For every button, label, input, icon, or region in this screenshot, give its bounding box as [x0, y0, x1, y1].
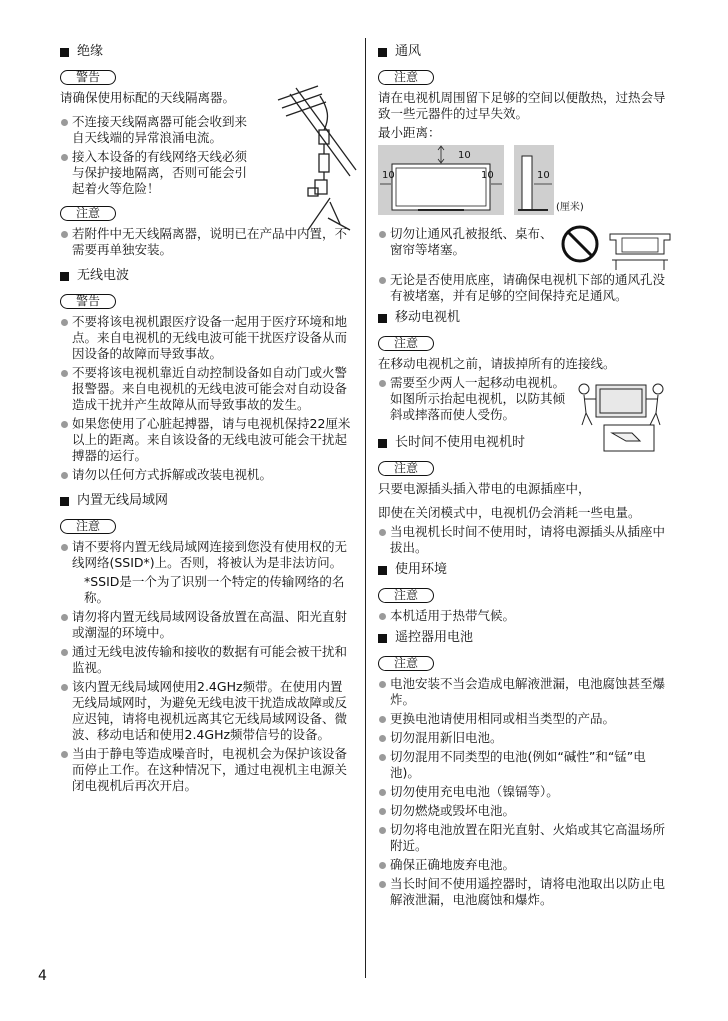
- list-item: 本机适用于热带气候。: [378, 608, 672, 624]
- list-item: 不要将该电视机跟医疗设备一起用于医疗环境和地点。来自电视机的无线电波可能干扰医疗设备从而因设备的故障而导致事故。: [60, 314, 352, 362]
- list-item: 切勿混用不同类型的电池(例如“碱性”和“锰”电池)。: [378, 749, 672, 781]
- list-item: 请勿以任何方式拆解或改装电视机。: [60, 467, 352, 483]
- list-item: 切勿混用新旧电池。: [378, 730, 672, 746]
- list-item: 该内置无线局域网使用2.4GHz频带。在使用内置无线局域网时，为避免无线电波干扰造成故障或反应迟钝，请将电视机远离其它无线局域网设备、微波、移动电话和使用2.4GHz频带信号的设备。: [60, 679, 352, 743]
- list-item: 确保正确地废弃电池。: [378, 857, 672, 873]
- intro-text: 请在电视机周围留下足够的空间以便散热，过热会导致一些元器件的过早失效。: [378, 90, 666, 121]
- item-list: [60, 609, 352, 794]
- list-item: 切勿让通风孔被报纸、桌布、窗帘等堵塞。: [378, 226, 560, 258]
- caution-label: 注意: [378, 70, 434, 85]
- bullet-square-icon: [60, 48, 69, 57]
- prohibited-cover-illustration-icon: [560, 220, 672, 272]
- section-moving-tv: [378, 310, 672, 423]
- two-person-carry-illustration-icon: [574, 379, 668, 453]
- list-item: 电池安装不当会造成电解液泄漏，电池腐蚀甚至爆炸。: [378, 676, 672, 708]
- warning-label: 警告: [60, 294, 116, 309]
- item-list: [378, 676, 672, 908]
- section-title: 通风: [395, 44, 422, 59]
- caution-label: 注意: [378, 588, 434, 603]
- column-divider: [365, 38, 366, 978]
- caution-label: 注意: [60, 206, 116, 221]
- bullet-square-icon: [378, 48, 387, 57]
- section-title: 无线电波: [77, 268, 130, 283]
- intro-text: 即使在关闭模式中，电视机仍会消耗一些电量。: [378, 505, 641, 520]
- list-item: 需要至少两人一起移动电视机。如图所示抬起电视机，以防其倾斜或摔落而使人受伤。: [378, 375, 574, 423]
- caution-label: 注意: [378, 656, 434, 671]
- list-item: 当长时间不使用遥控器时，请将电池取出以防止电解液泄漏，电池腐蚀和爆炸。: [378, 876, 672, 908]
- section-title: 遥控器用电池: [395, 630, 474, 645]
- ventilation-clearance-diagram: [378, 144, 672, 216]
- item-list: [60, 314, 352, 483]
- item-list: [378, 608, 672, 624]
- list-item: 当电视机长时间不使用时，请将电源插头从插座中拔出。: [378, 524, 672, 556]
- list-item: 请不要将内置无线局域网连接到您没有使用权的无线网络(SSID*)上。否则，将被认为是非法访问。: [60, 539, 352, 571]
- bullet-square-icon: [60, 497, 69, 506]
- list-item: 切勿使用充电电池（镍镉等）。: [378, 784, 672, 800]
- section-title: 移动电视机: [395, 310, 461, 325]
- intro-text: 在移动电视机之前，请拔掉所有的连接线。: [378, 356, 616, 371]
- section-title: 绝缘: [77, 44, 104, 59]
- dim-right-label: 10: [481, 170, 494, 181]
- dim-left-label: 10: [382, 170, 395, 181]
- caution-label: 注意: [378, 336, 434, 351]
- list-item: 若附件中无天线隔离器，说明已在产品中内置，不需要再单独安装。: [60, 226, 352, 258]
- dim-side-label: 10: [537, 170, 550, 181]
- list-item: 更换电池请使用相同或相当类型的产品。: [378, 711, 672, 727]
- list-item: 不连接天线隔离器可能会收到来自天线端的异常浪涌电流。: [60, 114, 258, 146]
- bullet-square-icon: [378, 634, 387, 643]
- section-title: 内置无线局域网: [77, 493, 169, 508]
- list-item: 无论是否使用底座，请确保电视机下部的通风孔没有被堵塞，并有足够的空间保持充足通风。: [378, 272, 672, 304]
- unit-label: (厘米): [556, 202, 584, 213]
- item-list: [60, 539, 352, 571]
- caution-label: 注意: [60, 519, 116, 534]
- list-item: 接入本设备的有线网络天线必须与保护接地隔离，否则可能会引起着火等危险！: [60, 149, 258, 197]
- section-environment: [378, 562, 672, 624]
- list-item: 如果您使用了心脏起搏器，请与电视机保持22厘米以上的距离。来自该设备的无线电波可能会干扰起搏器的运行。: [60, 416, 352, 464]
- section-ventilation: [378, 44, 672, 304]
- section-long-unused: [378, 435, 672, 556]
- item-list: [378, 524, 672, 556]
- bullet-square-icon: [378, 566, 387, 575]
- list-item: 切勿将电池放置在阳光直射、火焰或其它高温场所附近。: [378, 822, 672, 854]
- caution-label: 注意: [378, 461, 434, 476]
- section-remote-batteries: [378, 630, 672, 908]
- item-list: [378, 272, 672, 304]
- warning-label: 警告: [60, 70, 116, 85]
- list-item: 切勿燃烧或毁坏电池。: [378, 803, 672, 819]
- section-title: 长时间不使用电视机时: [395, 435, 526, 450]
- antenna-isolator-illustration-icon: [268, 78, 358, 238]
- bullet-square-icon: [378, 314, 387, 323]
- section-title: 使用环境: [395, 562, 448, 577]
- bullet-square-icon: [60, 272, 69, 281]
- dim-top-label: 10: [458, 150, 471, 161]
- section-insulation: [60, 44, 352, 258]
- intro-text: 请确保使用标配的天线隔离器。: [60, 90, 236, 105]
- section-wireless-lan: [60, 493, 352, 794]
- intro-text: 只要电源插头插入带电的电源插座中，: [378, 481, 591, 496]
- list-item: 通过无线电波传输和接收的数据有可能会被干扰和监视。: [60, 644, 352, 676]
- list-item: 当由于静电等造成噪音时，电视机会为保护该设备而停止工作。在这种情况下，通过电视机主电源关闭电视机后再次开启。: [60, 746, 352, 794]
- bullet-square-icon: [378, 439, 387, 448]
- caution-list: [60, 226, 352, 258]
- left-column: [60, 38, 352, 798]
- section-radio-waves: [60, 268, 352, 483]
- ssid-note: *SSID是一个为了识别一个特定的传输网络的名称。: [84, 574, 345, 605]
- list-item: 请勿将内置无线局域网设备放置在高温、阳光直射或潮湿的环境中。: [60, 609, 352, 641]
- tv-side-icon: [522, 156, 532, 210]
- page-number: 4: [38, 968, 47, 984]
- list-item: 不要将该电视机靠近自动控制设备如自动门或火警报警器。来自电视机的无线电波可能会对自动设备造成干扰并产生故障从而导致事故的发生。: [60, 365, 352, 413]
- right-column: [378, 38, 672, 912]
- min-distance-label: 最小距离：: [378, 125, 441, 140]
